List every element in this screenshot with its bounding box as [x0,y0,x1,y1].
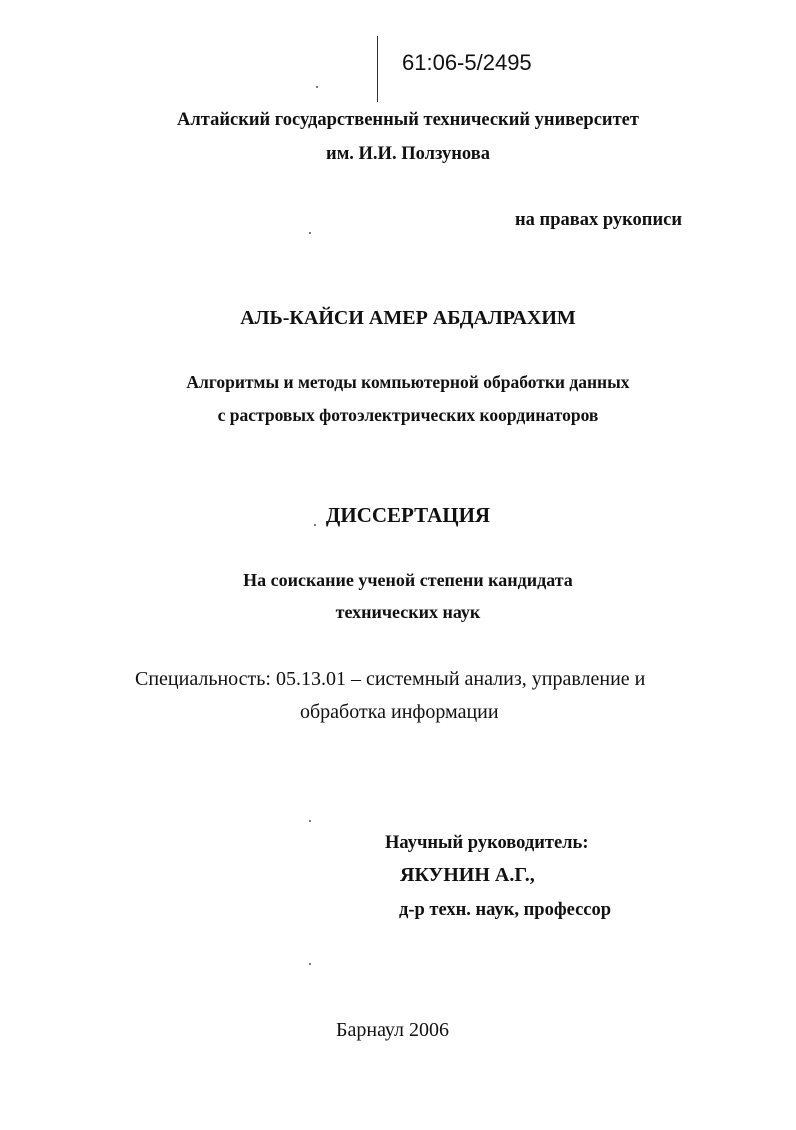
degree-line1: На соискание ученой степени кандидата [243,570,573,590]
specialty-line2: обработка информации [300,701,499,723]
specialty-line1: Специальность: 05.13.01 – системный анализ, управление и [135,668,646,690]
dissertation-title-line1: Алгоритмы и методы компьютерной обработки данных [186,372,630,392]
degree-line2: технических наук [335,602,481,622]
university-named-after: им. И.И. Ползунова [326,144,490,164]
archive-stamp: 61:06-5/2495 [402,50,532,75]
scan-speck [309,963,311,965]
manuscript-note: на правах рукописи [515,210,682,230]
supervisor-label: Научный руководитель: [385,833,589,853]
supervisor-title: д-р техн. наук, профессор [399,900,612,920]
university-name: Алтайский государственный технический университет [177,110,639,130]
dissertation-title-line2: с растровых фотоэлектрических координаторов [217,405,599,425]
stamp-divider-line [377,36,378,102]
scan-speck [309,820,311,822]
document-type: ДИССЕРТАЦИЯ [325,503,491,527]
scan-speck [316,86,318,88]
scan-speck [309,232,311,234]
supervisor-name: ЯКУНИН А.Г., [400,864,535,886]
author-name: АЛЬ-КАЙСИ АМЕР АБДАЛРАХИМ [240,307,576,329]
place-year: Барнаул 2006 [336,1019,450,1041]
